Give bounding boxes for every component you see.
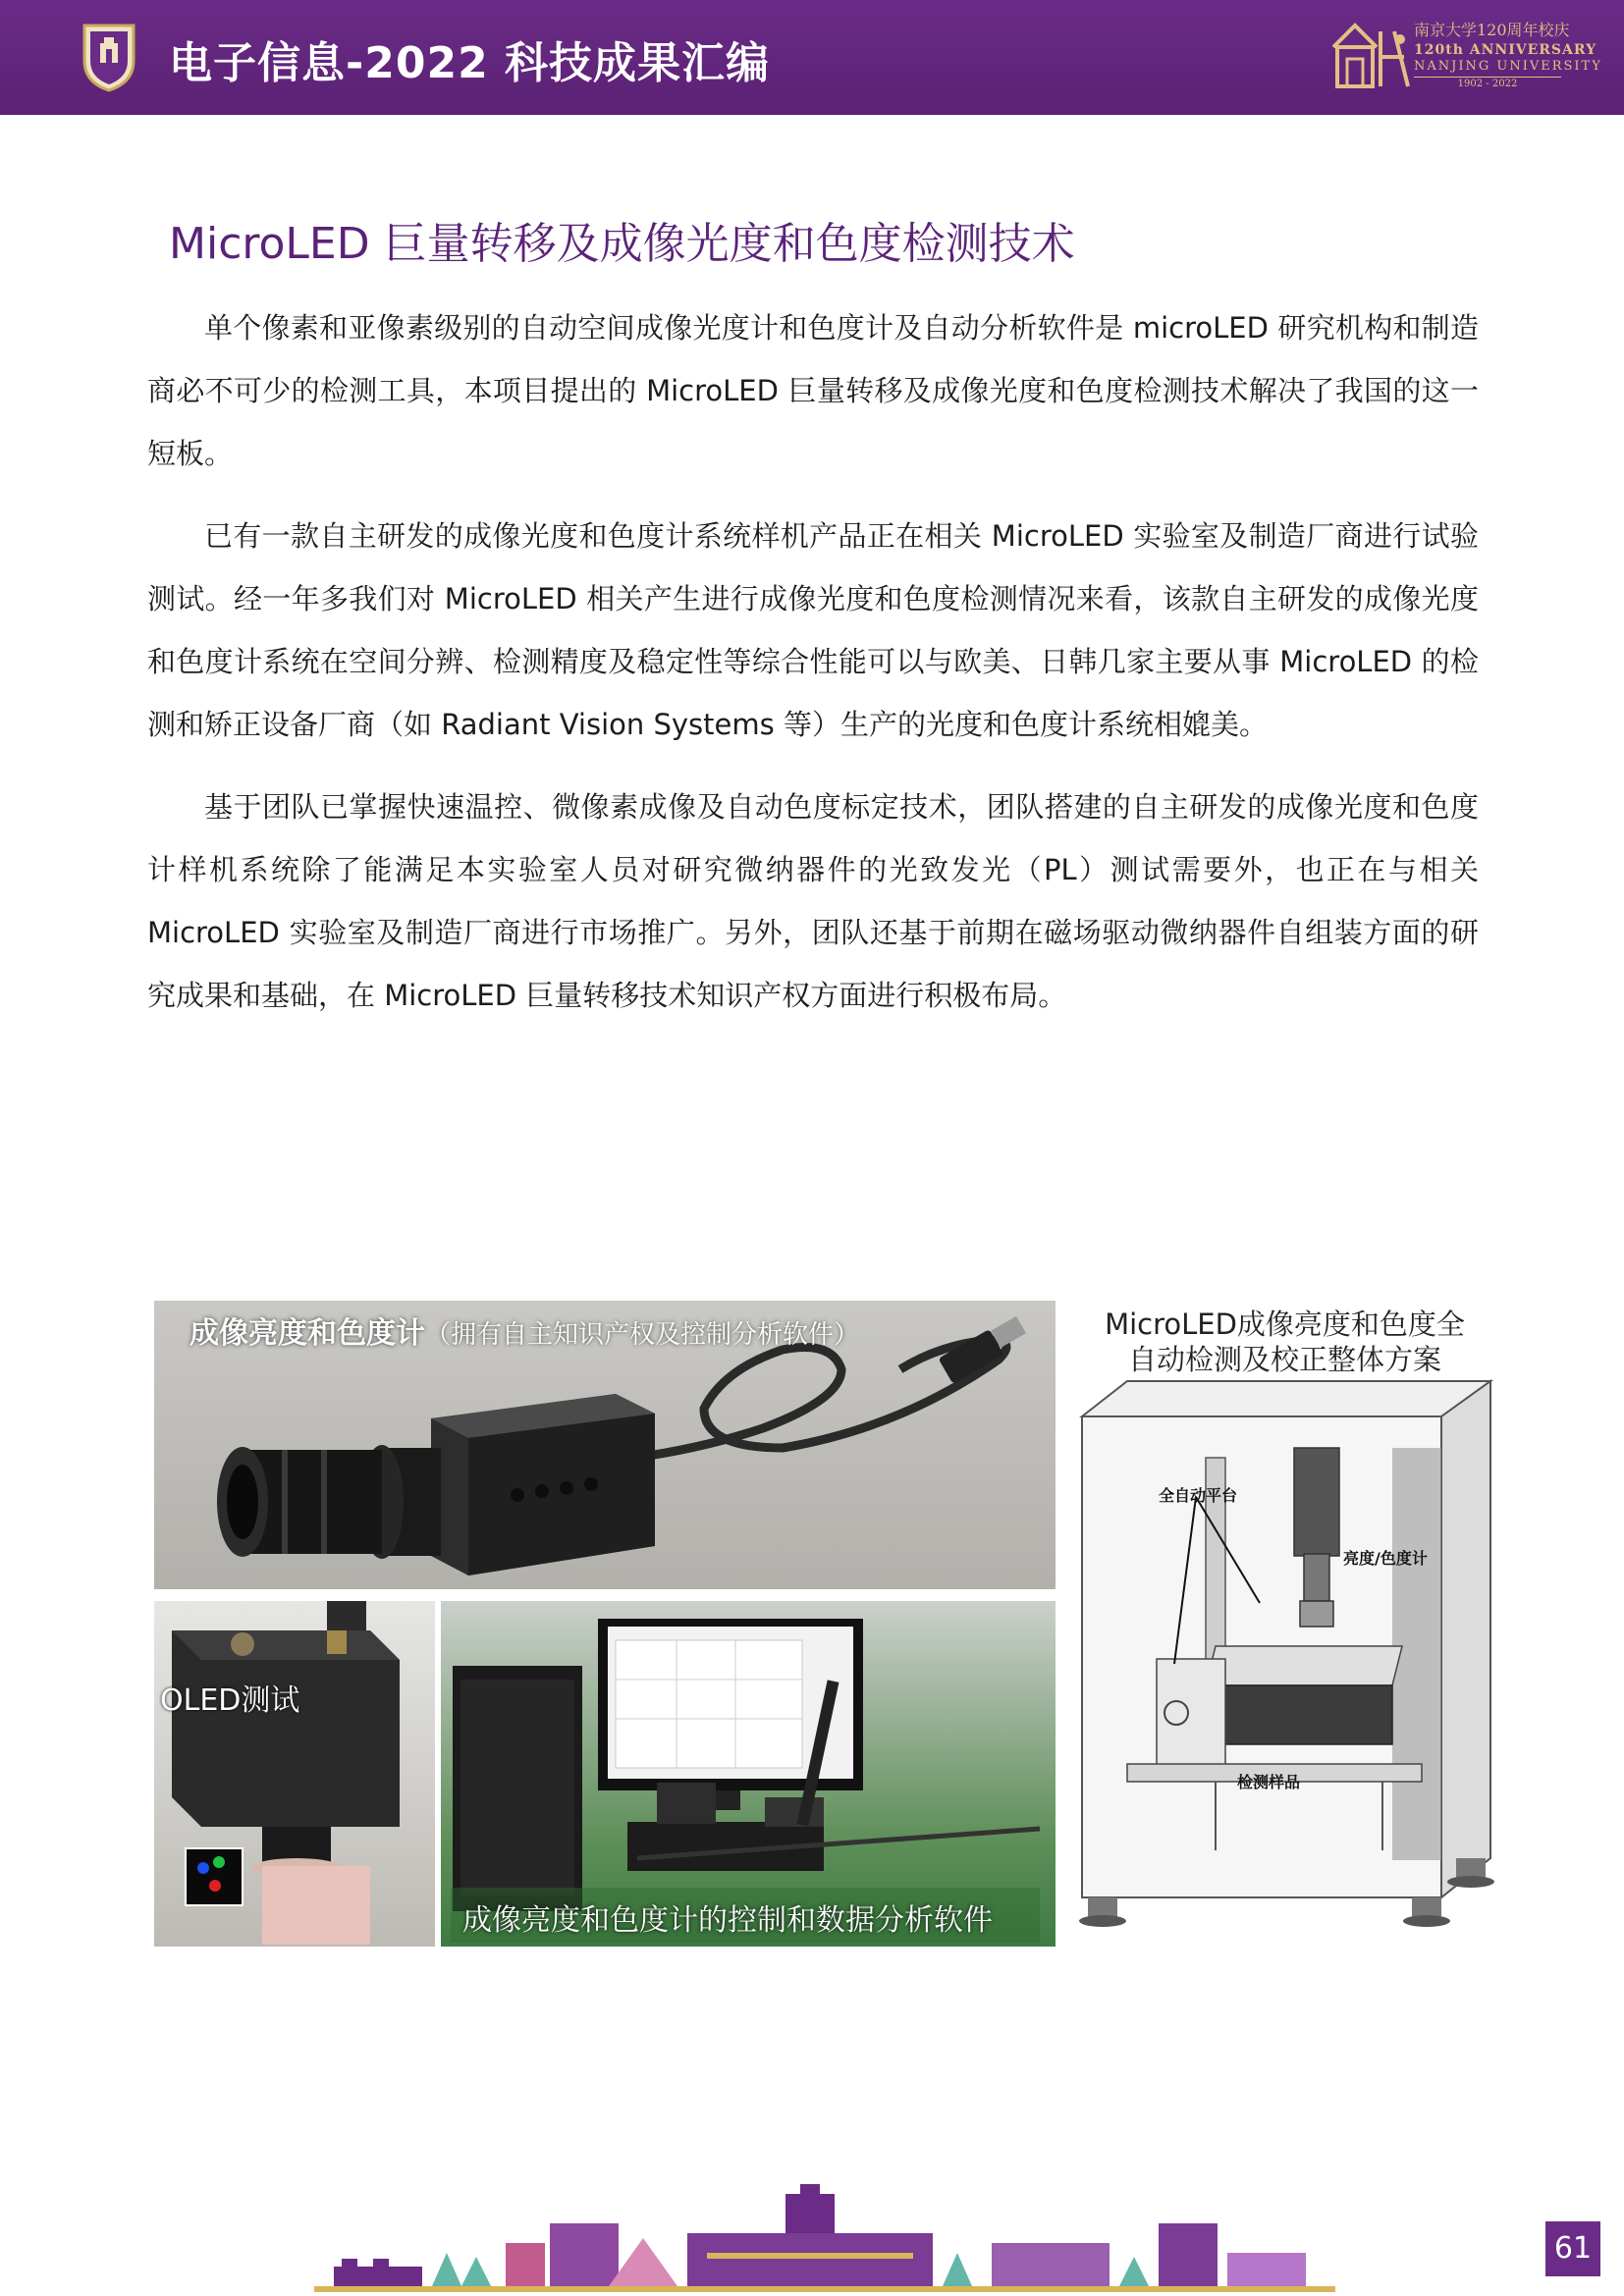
anniversary-line-2: 120th ANNIVERSARY — [1414, 42, 1597, 58]
page-number: 61 — [1545, 2221, 1600, 2276]
photo-colorimeter-caption — [189, 1308, 859, 1352]
anniversary-line-1: 南京大学120周年校庆 — [1414, 21, 1570, 39]
diagram-title-line-1: MicroLED成像亮度和色度全 — [1105, 1308, 1465, 1341]
article-title: MicroLED 巨量转移及成像光度和色度检测技术 — [169, 219, 1075, 269]
oled-test-device-icon — [154, 1601, 435, 1947]
paragraph-2: 已有一款自主研发的成像光度和色度计系统样机产品正在相关 MicroLED 实验室及制造厂商进行试验测试。经一年多我们对 MicroLED 相关产生进行成像光度和色度检测情况来看，该款自主研发的成像光度和色度计系统在空间分辨、检测精度及稳定性等综合性能可以与欧美、日韩几家主要从事 MicroLED 的检测和矫正设备厂商（如 Radiant Vision Systems 等）生产的光度和色度计系统相媲美。 — [147, 519, 1479, 741]
campus-skyline-icon — [314, 2184, 1335, 2294]
paragraph-3: 基于团队已掌握快速温控、微像素成像及自动色度标定技术，团队搭建的自主研发的成像光度和色度计样机系统除了能满足本实验室人员对研究微纳器件的光致发光（PL）测试需要外，也正在与相关 MicroLED 实验室及制造厂商进行市场推广。另外，团队还基于前期在磁场驱动微纳器件自组装方面的研究成果和基础，在 MicroLED 巨量转移技术知识产权方面进行积极布局。 — [147, 790, 1479, 1012]
diagram-label-platform: 全自动平台 — [1159, 1486, 1238, 1505]
photo-oled-test — [154, 1601, 435, 1947]
page-header — [0, 0, 1624, 115]
diagram-title-line-2: 自动检测及校正整体方案 — [1127, 1343, 1441, 1376]
photo-oled-caption: OLED测试 — [160, 1683, 300, 1718]
header-title: 电子信息-2022 科技成果汇编 — [169, 38, 771, 88]
figure-collage — [150, 1301, 1503, 1950]
photo-colorimeter-caption-main: 成像亮度和色度计 — [189, 1316, 425, 1351]
anniversary-logo-icon — [1326, 18, 1414, 98]
anniversary-line-3: NANJING UNIVERSITY — [1414, 59, 1602, 74]
photo-software-caption: 成像亮度和色度计的控制和数据分析软件 — [462, 1903, 993, 1938]
photo-colorimeter-caption-sub: （拥有自主知识产权及控制分析软件） — [425, 1320, 860, 1350]
photo-control-software — [441, 1601, 1056, 1947]
anniversary-years: 1902 - 2022 — [1414, 77, 1561, 91]
diagram-inspection-system — [1068, 1301, 1501, 1947]
diagram-label-meter: 亮度/色度计 — [1343, 1549, 1428, 1568]
paragraph-1: 单个像素和亚像素级别的自动空间成像光度计和色度计及自动分析软件是 microLED 研究机构和制造商必不可少的检测工具，本项目提出的 MicroLED 巨量转移及成像光度和色度检测技术解决了我国的这一短板。 — [147, 311, 1479, 470]
university-crest-icon — [81, 20, 137, 92]
diagram-label-sample: 检测样品 — [1237, 1773, 1301, 1791]
inspection-cabinet-icon — [1068, 1301, 1501, 1947]
article-body — [147, 296, 1479, 1046]
photo-colorimeter — [154, 1301, 1056, 1589]
anniversary-text — [1414, 20, 1610, 91]
diagram-title — [1068, 1307, 1501, 1377]
